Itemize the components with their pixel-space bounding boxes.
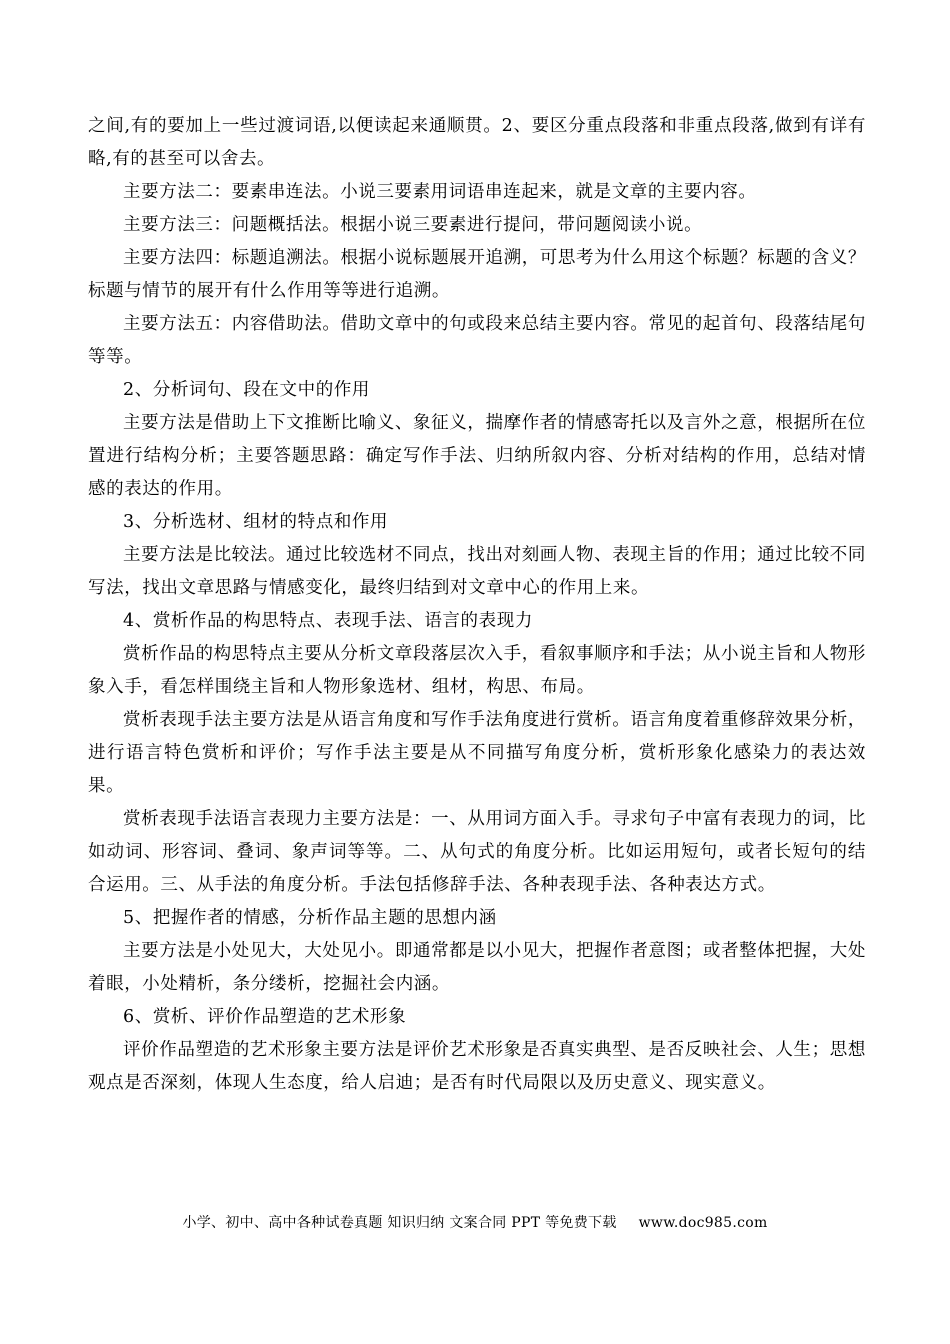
paragraph-section-3-body: 主要方法是比较法。通过比较选材不同点，找出对刻画人物、表现主旨的作用；通过比较不同写法，找出文章思路与情感变化，最终归结到对文章中心的作用上来。 bbox=[88, 545, 866, 598]
paragraph-continuation: 之间,有的要加上一些过渡词语,以便读起来通顺贯。2、要区分重点段落和非重点段落,做到有详有略,有的甚至可以舍去。 bbox=[88, 116, 866, 169]
paragraph-section-4-body-3: 赏析表现手法语言表现力主要方法是：一、从用词方面入手。寻求句子中富有表现力的词，比如动词、形容词、叠词、象声词等等。二、从句式的角度分析。比如运用短句，或者长短句的结合运用。三、从手法的角度分析。手法包括修辞手法、各种表现手法、各种表达方式。 bbox=[88, 809, 866, 895]
paragraph-method-two: 主要方法二：要素串连法。小说三要素用词语串连起来，就是文章的主要内容。 bbox=[123, 182, 757, 202]
document-body bbox=[88, 110, 866, 1100]
footer-site-link[interactable]: www.doc985.com bbox=[638, 1215, 768, 1231]
paragraph-section-4-body-1: 赏析作品的构思特点主要从分析文章段落层次入手，看叙事顺序和手法；从小说主旨和人物形象入手，看怎样围绕主旨和人物形象选材、组材，构思、布局。 bbox=[88, 644, 866, 697]
section-heading-6: 6、赏析、评价作品塑造的艺术形象 bbox=[123, 1007, 407, 1027]
paragraph-method-three: 主要方法三：问题概括法。根据小说三要素进行提问，带问题阅读小说。 bbox=[123, 215, 703, 235]
section-heading-4: 4、赏析作品的构思特点、表现手法、语言的表现力 bbox=[123, 611, 533, 631]
footer-text: 小学、初中、高中各种试卷真题 知识归纳 文案合同 PPT 等免费下载 bbox=[182, 1215, 617, 1231]
section-heading-2: 2、分析词句、段在文中的作用 bbox=[123, 380, 371, 400]
section-heading-3: 3、分析选材、组材的特点和作用 bbox=[123, 512, 389, 532]
paragraph-section-2-body: 主要方法是借助上下文推断比喻义、象征义，揣摩作者的情感寄托以及言外之意，根据所在位置进行结构分析；主要答题思路：确定写作手法、归纳所叙内容、分析对结构的作用，总结对情感的表达的作用。 bbox=[88, 413, 866, 499]
page-footer bbox=[0, 1212, 950, 1234]
paragraph-section-6-body: 评价作品塑造的艺术形象主要方法是评价艺术形象是否真实典型、是否反映社会、人生；思想观点是否深刻，体现人生态度，给人启迪；是否有时代局限以及历史意义、现实意义。 bbox=[88, 1040, 866, 1093]
paragraph-method-four: 主要方法四：标题追溯法。根据小说标题展开追溯，可思考为什么用这个标题？标题的含义？标题与情节的展开有什么作用等等进行追溯。 bbox=[88, 248, 866, 301]
paragraph-section-5-body: 主要方法是小处见大，大处见小。即通常都是以小见大，把握作者意图；或者整体把握，大处着眼，小处精析，条分缕析，挖掘社会内涵。 bbox=[88, 941, 866, 994]
paragraph-method-five: 主要方法五：内容借助法。借助文章中的句或段来总结主要内容。常见的起首句、段落结尾句等等。 bbox=[88, 314, 866, 367]
paragraph-section-4-body-2: 赏析表现手法主要方法是从语言角度和写作手法角度进行赏析。语言角度着重修辞效果分析，进行语言特色赏析和评价；写作手法主要是从不同描写角度分析，赏析形象化感染力的表达效果。 bbox=[88, 710, 866, 796]
section-heading-5: 5、把握作者的情感，分析作品主题的思想内涵 bbox=[123, 908, 497, 928]
